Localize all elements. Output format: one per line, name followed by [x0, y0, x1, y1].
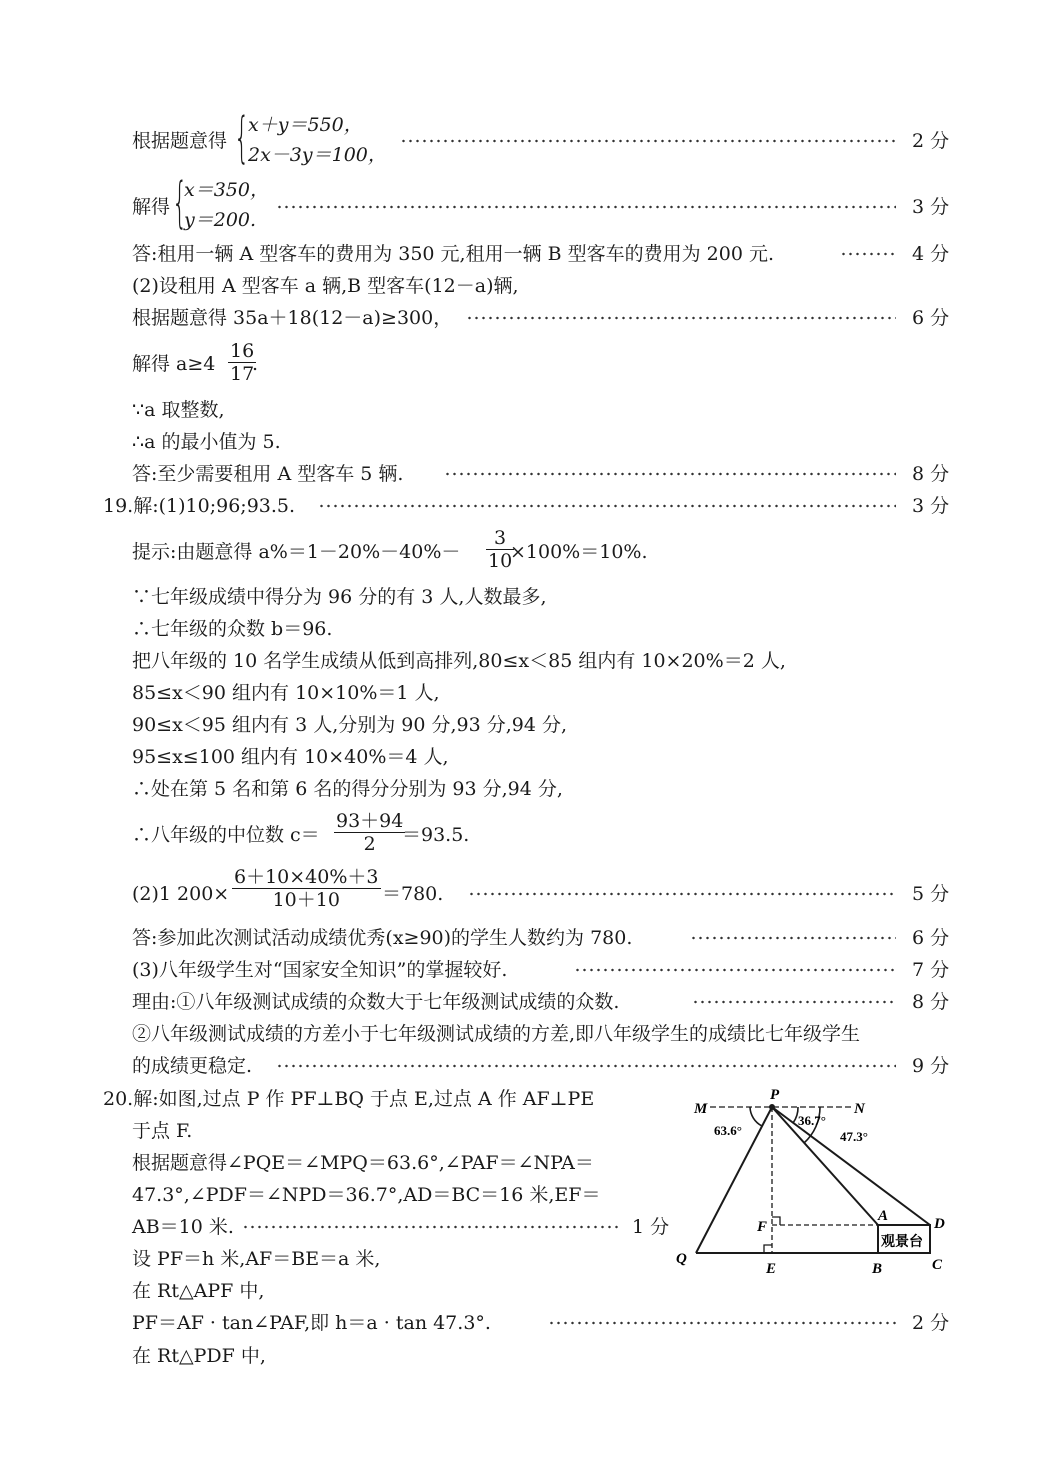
- q20-text: 47.3°,∠PDF＝∠NPD＝36.7°,AD＝BC＝16 米,EF＝: [132, 1184, 601, 1206]
- leader-dots: [548, 1307, 896, 1339]
- group-text: 85≤x＜90 组内有 10×10%＝1 人,: [132, 682, 440, 704]
- score-points: 4 分: [912, 243, 950, 265]
- text-line: [0, 426, 1049, 458]
- leader-dots: [574, 954, 896, 986]
- question-19-head: [0, 490, 1049, 522]
- score-points: 3 分: [912, 495, 950, 517]
- leader-dots: [242, 1211, 622, 1243]
- therefore-text: ∴a 的最小值为 5.: [132, 431, 281, 453]
- text-line: [0, 581, 1049, 613]
- setup-text: (2)设租用 A 型客车 a 辆,B 型客车(12－a)辆,: [132, 275, 519, 297]
- fraction: $\frac{16}{17}$: [230, 340, 255, 385]
- solution-text: 解得 a≥4: [132, 353, 216, 375]
- score-points: 8 分: [912, 463, 950, 485]
- text-line: [0, 394, 1049, 426]
- score-points: 6 分: [912, 307, 950, 329]
- angle-arc-mpq: [750, 1107, 762, 1126]
- leader-dots: [468, 878, 896, 910]
- median-text-b: ＝93.5.: [402, 824, 470, 846]
- system-of-equations-1: [0, 106, 1049, 169]
- score-points: 7 分: [912, 959, 950, 981]
- label-n: N: [854, 1101, 865, 1117]
- reason-text: ∵七年级成绩中得分为 96 分的有 3 人,人数最多,: [132, 586, 547, 608]
- angle-label-2: 36.7°: [798, 1113, 826, 1128]
- group-text: 95≤x≤100 组内有 10×40%＝4 人,: [132, 746, 449, 768]
- sys1-label: 根据题意得: [132, 130, 228, 152]
- q20-text: PF＝AF · tan∠PAF,即 h＝a · tan 47.3°.: [132, 1312, 491, 1334]
- geometry-figure: [670, 1085, 970, 1285]
- score-points: 8 分: [912, 991, 950, 1013]
- label-a: A: [878, 1208, 889, 1224]
- text-line: [0, 645, 1049, 677]
- point-p: [769, 1104, 775, 1110]
- q20-text: 在 Rt△PDF 中,: [132, 1345, 266, 1367]
- label-p: P: [770, 1087, 780, 1103]
- label-c: C: [932, 1257, 943, 1273]
- text-line: [0, 1340, 1049, 1372]
- brace-icon: {: [172, 171, 188, 234]
- label-q: Q: [676, 1251, 687, 1267]
- label-b: B: [872, 1261, 883, 1277]
- answer-line: [0, 1307, 1049, 1339]
- sort-text: 把八年级的 10 名学生成绩从低到高排列,80≤x＜85 组内有 10×20%＝2 人,: [132, 650, 786, 672]
- score-points: 9 分: [912, 1055, 950, 1077]
- fraction: $\frac{6+10\times 40\%+3}{10+10}$: [234, 866, 379, 911]
- leader-dots: [276, 1050, 896, 1082]
- leader-dots: [444, 458, 896, 490]
- answer-text: 答:至少需要租用 A 型客车 5 辆.: [132, 463, 404, 485]
- reason-text: 的成绩更稳定.: [132, 1055, 253, 1077]
- score-points: 1 分: [632, 1216, 670, 1238]
- answer-line: [0, 986, 1049, 1018]
- q20-text: 在 Rt△APF 中,: [132, 1280, 265, 1302]
- text-line: [0, 773, 1049, 805]
- right-angle-e: [764, 1245, 772, 1253]
- leader-dots: [318, 490, 896, 522]
- answer-text: 答:参加此次测试活动成绩优秀(x≥90)的学生人数约为 780.: [132, 927, 633, 949]
- sys1-eq2: 2x－3y＝100，: [248, 144, 387, 166]
- reason-text: ②八年级测试成绩的方差小于七年级测试成绩的方差,即八年级学生的成绩比七年级学生: [132, 1023, 861, 1045]
- answer-line: [0, 238, 1049, 270]
- label-d: D: [934, 1216, 945, 1232]
- solution-line: 解得 a≥4 $\frac{16}{17}$ .: [132, 340, 259, 385]
- inequality-line: [0, 302, 1049, 334]
- platform-label: 观景台: [881, 1235, 923, 1250]
- text-line: [0, 741, 1049, 773]
- text-line: [0, 677, 1049, 709]
- answer-text: 答:租用一辆 A 型客车的费用为 350 元,租用一辆 B 型客车的费用为 200 元.: [132, 243, 775, 265]
- label-e: E: [766, 1261, 777, 1277]
- median-line: [0, 810, 1049, 860]
- right-angle-f: [772, 1217, 780, 1225]
- fraction: $\frac{3}{10}$: [488, 527, 513, 572]
- because-text: ∵a 取整数,: [132, 399, 225, 421]
- hint-text-a: 提示:由题意得 a%＝1－20%－40%－: [132, 541, 461, 563]
- sys2-eq2: y＝200.: [184, 209, 257, 231]
- mode-text: ∴七年级的众数 b＝96.: [132, 618, 333, 640]
- q20-head-text: 20.解:如图,过点 P 作 PF⊥BQ 于点 E,过点 A 作 AF⊥PE: [103, 1088, 595, 1110]
- system-of-equations-2: [0, 171, 1049, 234]
- angle-label-3: 47.3°: [840, 1129, 868, 1144]
- score-points: 3 分: [912, 196, 950, 218]
- label-m: M: [694, 1101, 708, 1117]
- inequality-text: 根据题意得 35a＋18(12－a)≥300，: [132, 307, 453, 329]
- score-points: 5 分: [912, 883, 950, 905]
- angle-label-1: 63.6°: [714, 1123, 742, 1138]
- median-text-a: ∴八年级的中位数 c＝: [132, 824, 320, 846]
- q20-text: 根据题意得∠PQE＝∠MPQ＝63.6°,∠PAF＝∠NPA＝: [132, 1152, 594, 1174]
- reason-text: 理由:①八年级测试成绩的众数大于七年级测试成绩的众数.: [132, 991, 620, 1013]
- group-text: 90≤x＜95 组内有 3 人,分别为 90 分,93 分,94 分,: [132, 714, 568, 736]
- answer-line: [0, 458, 1049, 490]
- score-points: 6 分: [912, 927, 950, 949]
- estimate-text-a: (2)1 200×: [132, 883, 230, 905]
- leader-dots: [690, 922, 896, 954]
- leader-dots: [692, 986, 896, 1018]
- q20-text: AB＝10 米.: [132, 1216, 234, 1238]
- sys2-eq1: x＝350，: [184, 179, 269, 201]
- text-line: [0, 270, 1049, 302]
- answer-line: [0, 922, 1049, 954]
- sys1-eq1: x＋y＝550，: [248, 114, 363, 136]
- fraction: $\frac{93+94}{2}$: [336, 810, 404, 855]
- q20-text: 于点 F.: [132, 1120, 193, 1142]
- score-points: 2 分: [912, 1312, 950, 1334]
- rank-text: ∴处在第 5 名和第 6 名的得分分别为 93 分,94 分,: [132, 778, 563, 800]
- leader-dots: [840, 238, 896, 270]
- estimate-text-b: ＝780.: [382, 883, 444, 905]
- text-line: [0, 709, 1049, 741]
- text-line: [0, 1018, 1049, 1050]
- q20-text: 设 PF＝h 米,AF＝BE＝a 米,: [132, 1248, 381, 1270]
- sys2-label: 解得: [132, 196, 171, 218]
- conclusion-text: (3)八年级学生对“国家安全知识”的掌握较好.: [132, 959, 508, 981]
- hint-text-b: ×100%＝10%.: [510, 541, 648, 563]
- leader-dots: [276, 191, 896, 223]
- estimate-line: [0, 866, 1049, 916]
- line-pd: [772, 1107, 930, 1225]
- leader-dots: [466, 302, 896, 334]
- q19-head-text: 19.解:(1)10;96;93.5.: [103, 495, 296, 517]
- answer-line: [0, 954, 1049, 986]
- hint-line: [0, 527, 1049, 577]
- text-line: [0, 613, 1049, 645]
- leader-dots: [400, 125, 896, 157]
- score-points: 2 分: [912, 130, 950, 152]
- label-f: F: [757, 1219, 768, 1235]
- brace-icon: {: [234, 106, 250, 169]
- answer-line: [0, 1050, 1049, 1082]
